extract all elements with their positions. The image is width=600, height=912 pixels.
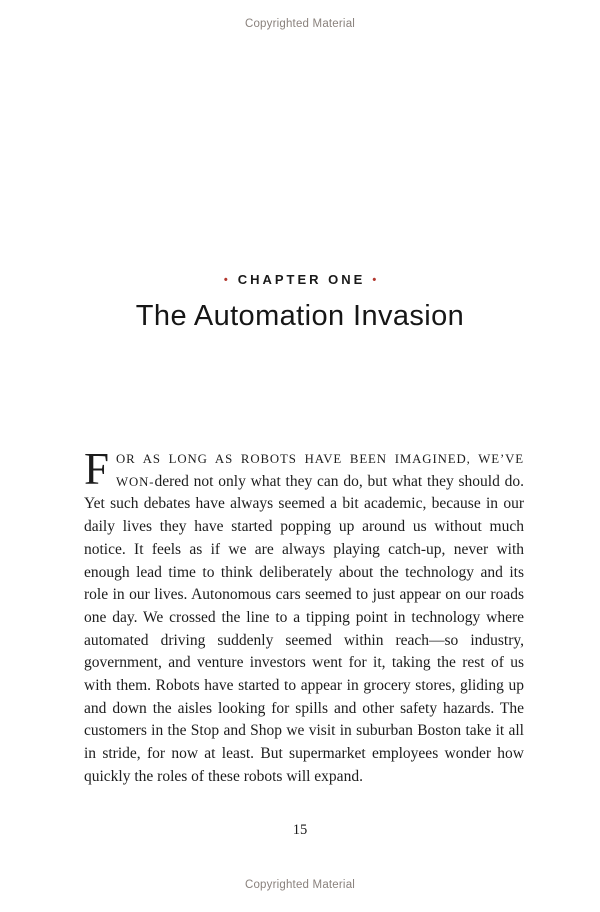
chapter-heading — [0, 272, 600, 287]
chapter-title: The Automation Invasion — [135, 300, 465, 332]
body-paragraph — [84, 444, 524, 789]
page-number: 15 — [292, 822, 308, 838]
copyright-notice-top: Copyrighted Material — [244, 18, 356, 30]
paragraph-text: dered not only what they can do, but what they should do. Yet such debates have always seemed a bit academic, because in our daily lives they have started popping up around us without much notice. It feels as if we are always playing catch-up, never with enough lead time to think deliberately about the technology and its role in our lives. Autonomous cars seemed to just appear on our roads one day. We crossed the line to a tipping point in technology where automated driving suddenly seemed within reach—so industry, government, and venture investors went for it, taking the rest of us with them. Robots have started to appear in grocery stores, gliding up and down the aisles looking for spills and other safety hazards. The customers in the Stop and Shop we visit in suburban Boston take it all in stride, for now at least. But supermarket employees wonder how quickly the roles of these robots will expand. — [84, 472, 524, 785]
chapter-label: CHAPTER ONE — [237, 272, 366, 287]
drop-cap: F — [84, 444, 110, 494]
chapter-bullet-left-icon: • — [223, 274, 228, 286]
copyright-notice-bottom: Copyrighted Material — [244, 879, 356, 891]
chapter-bullet-right-icon: • — [372, 274, 377, 286]
opening-small-caps: OR AS LONG AS ROBOTS HAVE BEEN IMAGINED, WE’VE WON- — [116, 452, 524, 489]
